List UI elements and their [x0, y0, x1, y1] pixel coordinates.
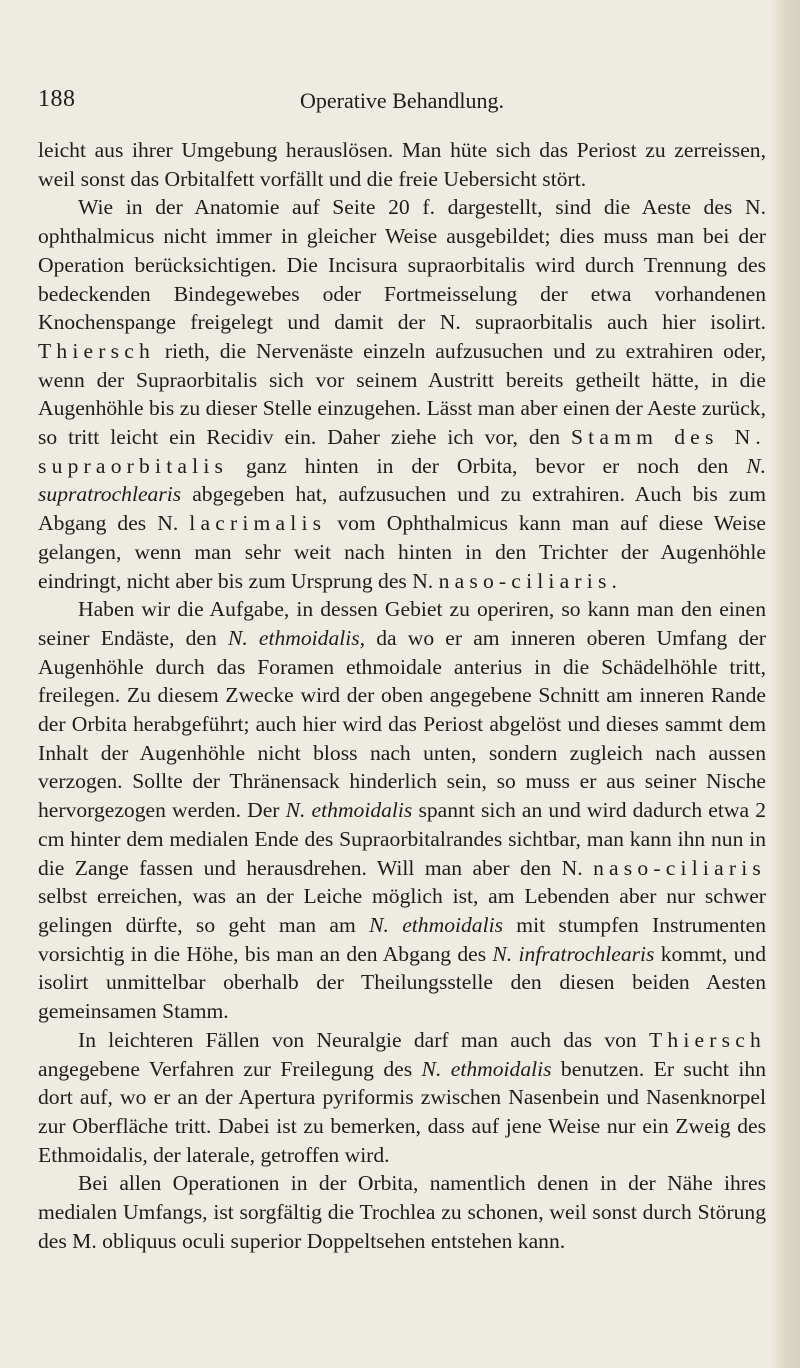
text-segment: kommt, und isolirt unmittelbar oberhalb der Theilungsstelle den diesen beiden Aesten gemeinsamen Stamm.	[38, 941, 766, 1024]
text-segment: ganz hinten in der Orbita, bevor er noch den	[228, 453, 747, 478]
page-edge-shadow	[770, 0, 800, 1368]
author-name-spaced: Thiersch	[648, 1027, 766, 1052]
running-head: Operative Behandlung.	[299, 88, 505, 113]
page-number: 188	[38, 86, 76, 112]
text-segment: spannt sich an und wird dadurch etwa 2 cm hinter dem medialen Ende des Supraorbitalrandes sichtbar, man kann ihn nun in die Zange fassen und herausdrehen. Will man aber den N.	[38, 798, 767, 880]
text-body	[38, 136, 766, 1255]
text-segment: benutzen. Er sucht ihn dort auf, wo er an der Apertura pyriformis zwischen Nasenbein und Nasenknorpel zur Oberfläche tritt. Dabei ist zu bemerken, dass auf jene Weise nur ein Zweig des Ethmoidalis, der laterale, getroffen wird.	[38, 1056, 766, 1167]
emphasis-spaced: Stamm des N. supraorbitalis	[38, 425, 766, 478]
nerve-name-italic: N. ethmoidalis,	[227, 625, 366, 650]
author-name-spaced: Thiersch	[38, 338, 156, 363]
text-segment: Wie in der Anatomie auf Seite 20 f. dargestellt, sind die Aeste des N. ophthalmicus nicht immer in gleicher Weise ausgebildet; dies muss man bei der Operation berücksichtigen. Die Incisura supraorbitalis wird durch Trennung des bedeckenden Bindegewebes oder Fortmeisselung der etwa vorhandenen Knochenspange freigelegt und damit der N. supraorbitalis auch hier isolirt.	[38, 195, 766, 335]
paragraph-1	[38, 136, 766, 193]
nerve-name-italic: N. supratrochlearis	[38, 453, 766, 507]
text-segment: rieth, die Nervenäste einzeln aufzusuchen und zu extrahiren oder, wenn der Supraorbitalis sich vor seinem Austritt bereits getheilt hätte, in die Augenhöhle bis zu dieser Stelle einzugehen. Lässt man aber einen der Aeste zurück, so tritt leicht ein Recidiv ein. Daher ziehe ich vor, den	[38, 338, 766, 450]
paragraph-3	[38, 595, 766, 1026]
nerve-name-italic: N. ethmoidalis	[421, 1056, 552, 1081]
text-segment: leicht aus ihrer Umgebung herauslösen. Man hüte sich das Periost zu zerreissen, weil sonst das Orbitalfett vorfällt und die freie Uebersicht stört.	[38, 138, 766, 191]
emphasis-spaced: naso-ciliaris	[593, 855, 766, 880]
paragraph-2	[38, 193, 766, 595]
nerve-name-italic: N. infratrochlearis	[492, 941, 655, 966]
text-segment: mit stumpfen Instrumenten vorsichtig in die Höhe, bis man an den Abgang des	[38, 912, 767, 966]
paragraph-4	[38, 1026, 766, 1170]
page-header	[38, 86, 766, 118]
text-segment: vom Ophthalmicus kann man auf diese Weise gelangen, wenn man sehr weit nach hinten in den Trichter der Augenhöhle eindringt, nicht aber bis zum Ursprung des N.	[38, 511, 766, 593]
text-segment: Haben wir die Aufgabe, in dessen Gebiet zu operiren, so kann man den einen seiner Endäste, den	[38, 597, 766, 650]
text-segment: da wo er am inneren oberen Umfang der Augenhöhle durch das Foramen ethmoidale anterius in die Schädelhöhle tritt, freilegen. Zu diesem Zwecke wird der oben angegebene Schnitt am inneren Rande der Orbita herabgeführt; auch hier wird das Periost abgelöst und dieses sammt dem Inhalt der Augenhöhle nicht bloss nach unten, sondern zugleich nach aussen verzogen. Sollte der Thränensack hinderlich sein, so muss er aus seiner Nische hervorgezogen werden. Der	[38, 625, 766, 823]
text-segment: selbst erreichen, was an der Leiche möglich ist, am Lebenden aber nur schwer gelingen dürfte, so geht man am	[38, 884, 766, 937]
emphasis-spaced: naso-ciliaris	[438, 568, 612, 593]
text-segment: In leichteren Fällen von Neuralgie darf man auch das von	[78, 1027, 649, 1052]
emphasis-spaced: lacrimalis	[189, 511, 327, 536]
nerve-name-italic: N. ethmoidalis	[285, 798, 413, 823]
text-segment: Bei allen Operationen in der Orbita, namentlich denen in der Nähe ihres medialen Umfangs, ist sorgfältig die Trochlea zu schonen, weil sonst durch Störung des M. obliquus oculi superior Doppeltsehen entstehen kann.	[38, 1171, 766, 1253]
nerve-name-italic: N. ethmoidalis	[369, 912, 503, 937]
text-segment: abgegeben hat, aufzusuchen und zu extrahiren. Auch bis zum Abgang des N.	[38, 482, 766, 536]
text-segment: .	[611, 568, 617, 593]
paragraph-5	[38, 1169, 766, 1255]
text-segment: angegebene Verfahren zur Freilegung des	[38, 1056, 422, 1081]
